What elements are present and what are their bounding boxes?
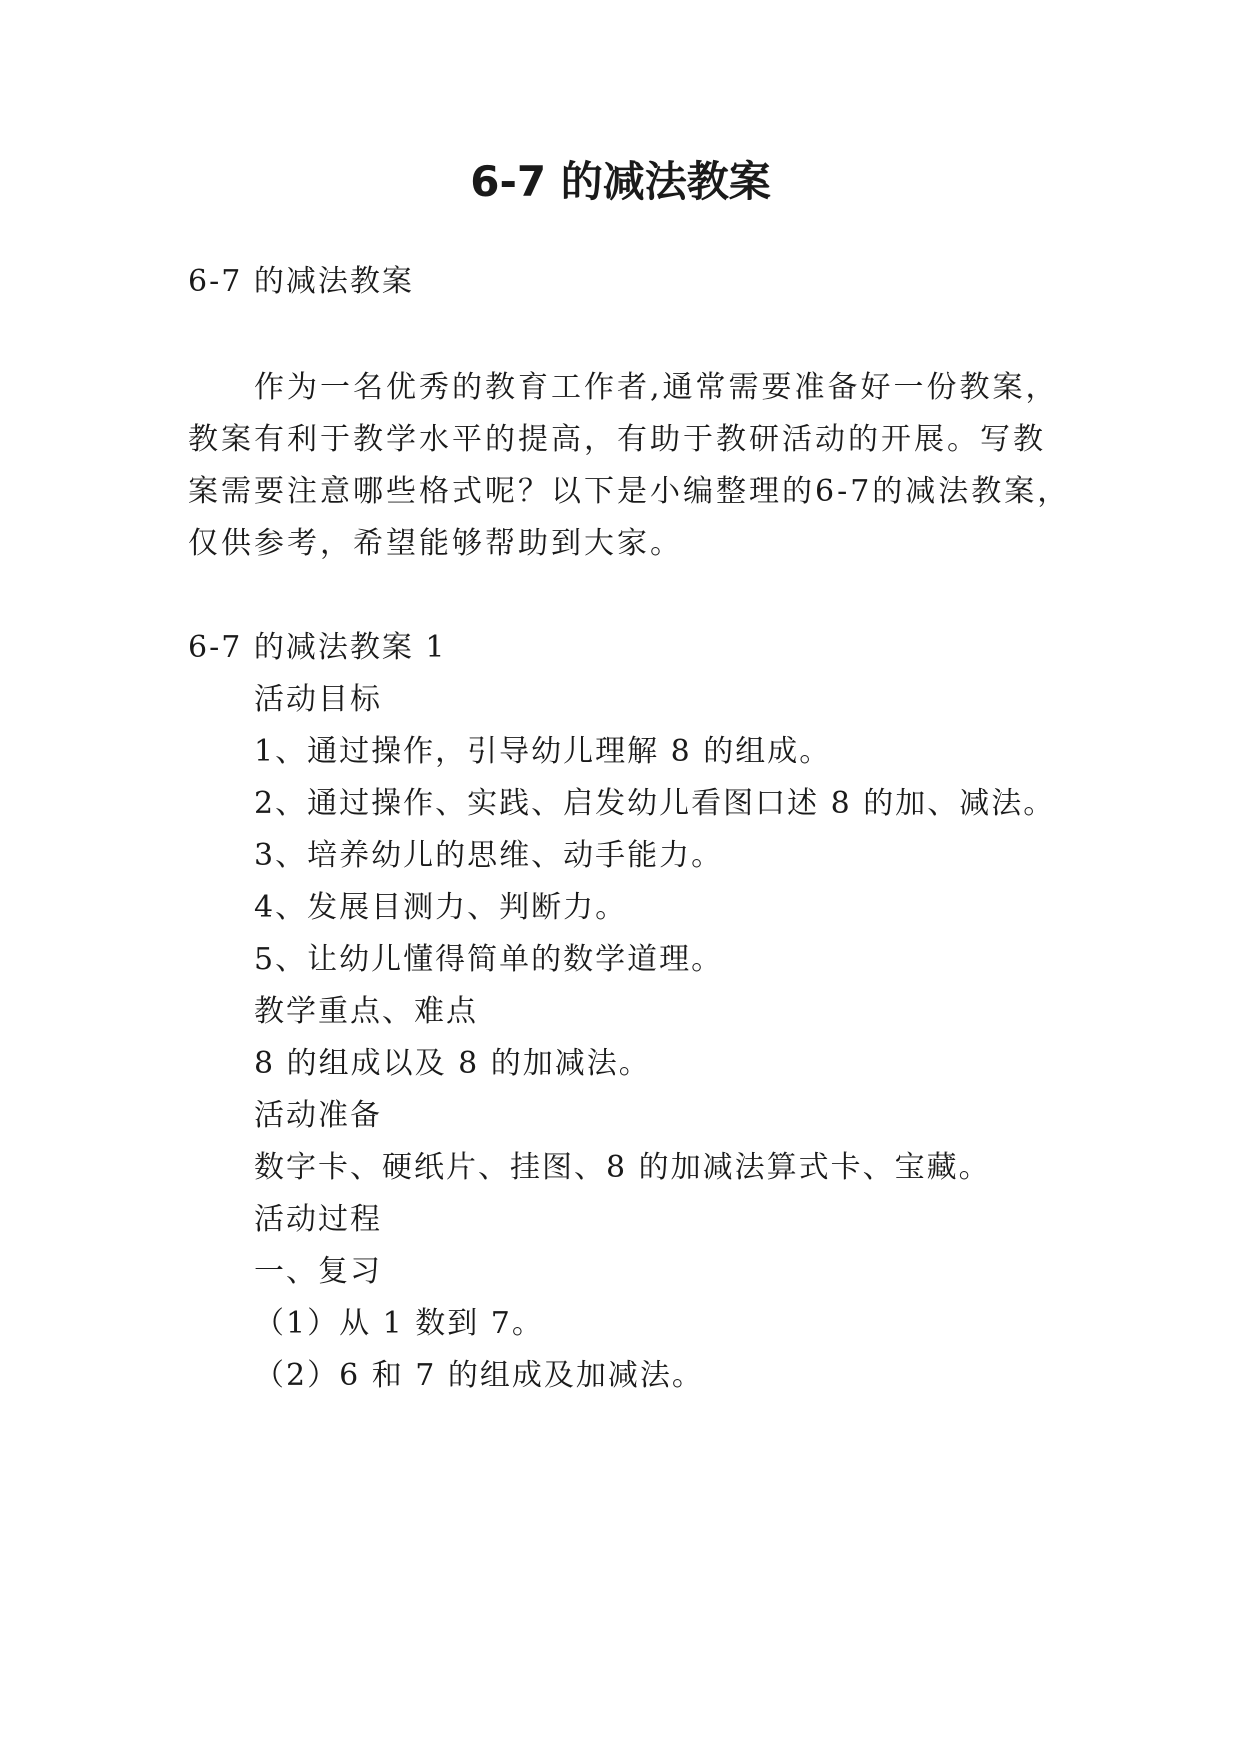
goal-item: 1、通过操作，引导幼儿理解 8 的组成。	[254, 734, 832, 769]
intro-line-2: 教案有利于教学水平的提高，有助于教研活动的开展。写教	[188, 422, 1046, 457]
document-title: 6-7 的减法教案	[470, 157, 771, 206]
preparation-heading: 活动准备	[254, 1098, 382, 1133]
goal-item: 5、让幼儿懂得简单的数学道理。	[254, 942, 724, 977]
preparation-text: 数字卡、硬纸片、挂图、8 的加减法算式卡、宝藏。	[254, 1150, 991, 1185]
activity-goals-heading: 活动目标	[254, 682, 382, 717]
document-subtitle: 6-7 的减法教案	[188, 264, 414, 299]
review-item: （2）6 和 7 的组成及加减法。	[254, 1358, 704, 1393]
key-points-text: 8 的组成以及 8 的加减法。	[254, 1046, 651, 1081]
goal-item: 2、通过操作、实践、启发幼儿看图口述 8 的加、减法。	[254, 786, 1056, 821]
review-heading: 一、复习	[254, 1254, 382, 1289]
review-item: （1）从 1 数到 7。	[254, 1306, 544, 1341]
intro-line-3: 案需要注意哪些格式呢？以下是小编整理的6-7的减法教案，	[188, 474, 1071, 509]
intro-line-4: 仅供参考，希望能够帮助到大家。	[188, 526, 683, 561]
key-points-heading: 教学重点、难点	[254, 994, 478, 1029]
process-heading: 活动过程	[254, 1202, 382, 1237]
goal-item: 3、培养幼儿的思维、动手能力。	[254, 838, 724, 873]
intro-line-1: 作为一名优秀的教育工作者,通常需要准备好一份教案，	[254, 370, 1059, 405]
goal-item: 4、发展目测力、判断力。	[254, 890, 628, 925]
section-heading: 6-7 的减法教案 1	[188, 630, 447, 665]
